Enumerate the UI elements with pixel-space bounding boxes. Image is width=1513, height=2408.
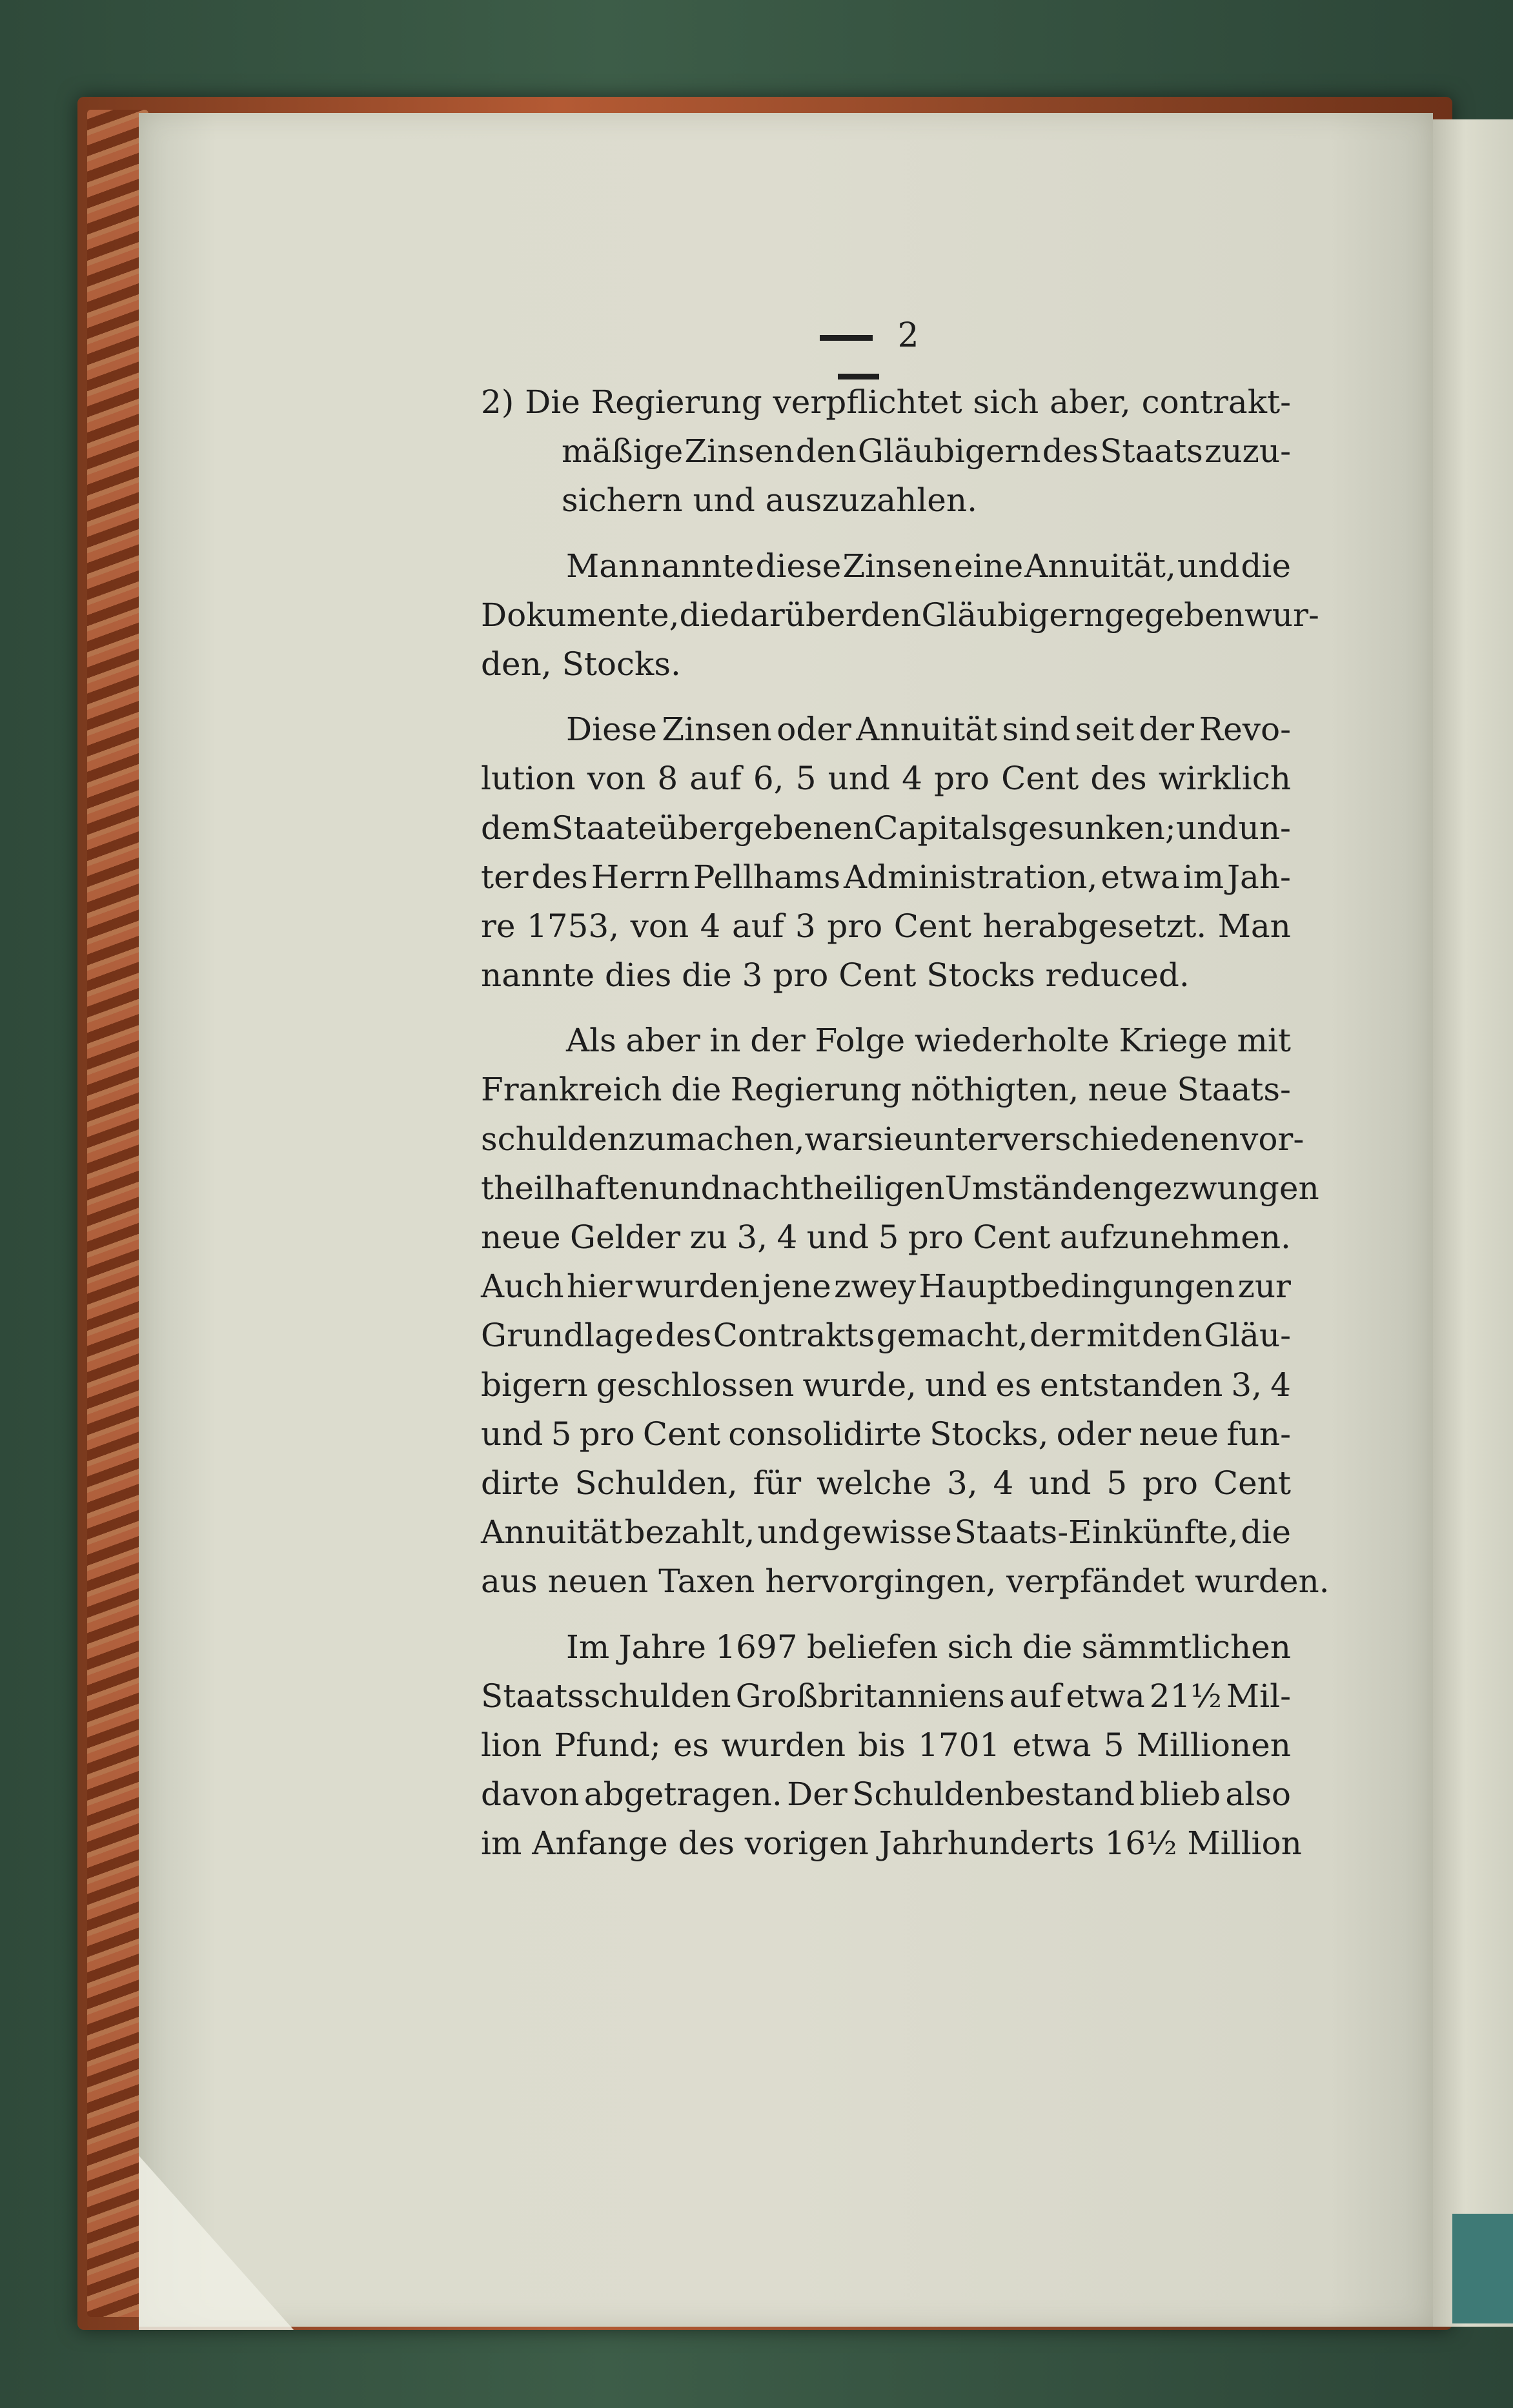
text-line: neue Gelder zu 3, 4 und 5 pro Cent aufzunehmen. <box>481 1219 1291 1256</box>
text-line: Dokumente, die darüber den Gläubigern gegeben wur- <box>481 596 1319 634</box>
facing-page-edge <box>1433 119 1513 2327</box>
header-dash-left <box>820 335 873 341</box>
text-line: davon abgetragen. Der Schuldenbestand blieb also <box>481 1776 1291 1814</box>
text-line: mäßige Zinsen den Gläubigern des Staats zuzu- <box>562 432 1291 470</box>
text-line: dirte Schulden, für welche 3, 4 und 5 pro Cent <box>481 1464 1291 1502</box>
text-line: dem Staate übergebenen Capitals gesunken; und un- <box>481 809 1291 847</box>
text-line: bigern geschlossen wurde, und es entstanden 3, 4 <box>481 1366 1291 1404</box>
text-line: Staatsschulden Großbritanniens auf etwa 21½ Mil- <box>481 1677 1291 1715</box>
facing-page-teal-edge <box>1452 2214 1513 2323</box>
paragraph <box>481 1016 1330 1606</box>
text-line: schulden zu machen, war sie unter verschiedenen vor- <box>481 1120 1305 1158</box>
text-line: Man nannte diese Zinsen eine Annuität, und die <box>566 547 1291 585</box>
paragraph <box>481 541 1319 689</box>
paragraph-gap <box>481 689 1291 705</box>
text-line: 2) Die Regierung verpflichtet sich aber, contrakt- <box>481 383 1291 421</box>
text-line: den, Stocks. <box>481 645 681 683</box>
text-line: lution von 8 auf 6, 5 und 4 pro Cent des wirklich <box>481 760 1291 798</box>
text-line: theilhaften und nachtheiligen Umständen gezwungen <box>481 1169 1319 1207</box>
page-number: 2 <box>897 316 922 355</box>
text-line: aus neuen Taxen hervorgingen, verpfändet wurden. <box>481 1563 1330 1601</box>
paragraph <box>481 705 1291 1000</box>
body-text <box>481 378 1330 1868</box>
text-line: Im Jahre 1697 beliefen sich die sämmtlichen <box>566 1628 1291 1666</box>
text-line: re 1753, von 4 auf 3 pro Cent herabgesetzt. Man <box>481 907 1291 945</box>
paragraph-gap <box>481 1000 1291 1016</box>
text-line: im Anfange des vorigen Jahrhunderts 16½ Million <box>481 1825 1302 1863</box>
text-line: und 5 pro Cent consolidirte Stocks, oder neue fun- <box>481 1415 1291 1453</box>
text-line: sichern und auszuzahlen. <box>562 481 977 520</box>
text-line: Annuität bezahlt, und gewisse Staats-Einkünfte, die <box>481 1513 1291 1552</box>
text-line: Als aber in der Folge wiederholte Kriege mit <box>566 1022 1291 1060</box>
paragraph <box>481 378 1291 525</box>
paragraph <box>481 1623 1302 1868</box>
paragraph-gap <box>481 1606 1291 1623</box>
text-line: lion Pfund; es wurden bis 1701 etwa 5 Millionen <box>481 1726 1291 1764</box>
text-line: nannte dies die 3 pro Cent Stocks reduced. <box>481 956 1190 995</box>
text-line: Frankreich die Regierung nöthigten, neue Staats- <box>481 1071 1291 1109</box>
paragraph-gap <box>481 525 1291 541</box>
text-line: Grundlage des Contrakts gemacht, der mit den Gläu- <box>481 1317 1291 1355</box>
page-corner-fold <box>139 2156 294 2330</box>
text-line: Diese Zinsen oder Annuität sind seit der Revo- <box>566 711 1291 749</box>
text-line: ter des Herrn Pellhams Administration, etwa im Jah- <box>481 858 1291 896</box>
text-line: Auch hier wurden jene zwey Hauptbedingungen zur <box>481 1268 1291 1306</box>
